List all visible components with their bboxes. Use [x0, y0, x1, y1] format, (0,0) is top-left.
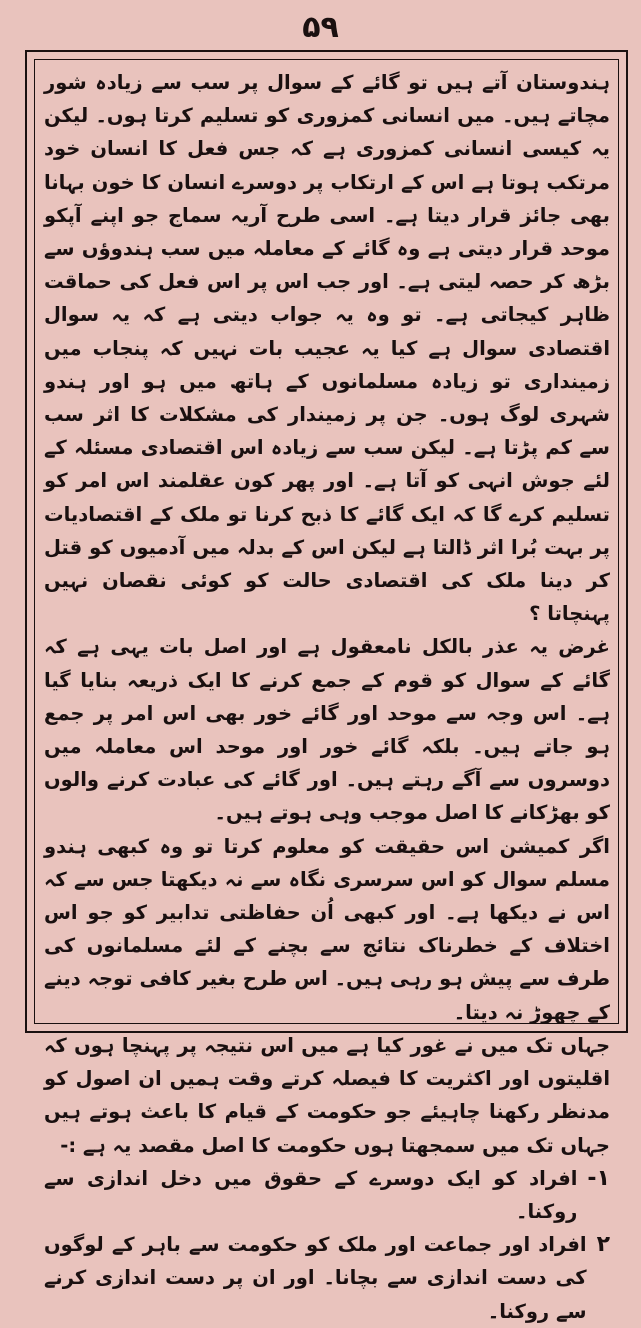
list-item	[44, 1228, 610, 1328]
list-number: ۱-	[587, 1165, 610, 1191]
list-text: افراد اور جماعت اور ملک کو حکومت سے باہر کے لوگوں کی دست اندازی سے بچانا۔ اور ان پر دست اندازی کرنے سے روکنا۔	[44, 1233, 587, 1323]
list-text: افراد کو ایک دوسرے کے حقوق میں دخل اندازی سے روکنا۔	[44, 1166, 578, 1223]
paragraph: غرض یہ عذر بالکل نامعقول ہے اور اصل بات یہی ہے کہ گائے کے سوال کو قوم کے جمع کرنے کا ایک ذریعہ بنایا گیا ہے۔ اس وجہ سے موحد اور گائے خور بھی اس امر پر جمع ہو جاتے ہیں۔ بلکہ گائے خور اور موحد اس معاملہ میں دوسروں سے آگے رہتے ہیں۔ اور گائے کی عبادت کرنے والوں کو بھڑکانے کا اصل موجب وہی ہوتے ہیں۔	[44, 635, 610, 825]
page-number: ۵۹	[302, 10, 339, 45]
paragraph: اگر کمیشن اس حقیقت کو معلوم کرتا تو وہ کبھی ہندو مسلم سوال کو اس سرسری نگاہ سے نہ دیکھتا جس سے کہ اس نے دیکھا ہے۔ اور کبھی اُن حفاظتی تدابیر کو جو اس اختلاف کے خطرناک نتائج سے بچنے کے لئے مسلمانوں کی طرف سے پیش ہو رہی ہیں۔ اس طرح بغیر کافی توجہ دینے کے چھوڑ نہ دیتا۔	[44, 834, 610, 1024]
list-item	[44, 1162, 610, 1228]
page-body	[44, 66, 610, 1323]
list-number: ۲	[596, 1232, 610, 1258]
paragraph: جہاں تک میں نے غور کیا ہے میں اس نتیجہ پر پہنچا ہوں کہ اقلیتوں اور اکثریت کا فیصلہ کرتے وقت ہمیں ان اصول کو مدنظر رکھنا چاہیئے جو حکومت کے قیام کا باعث ہوتے ہیں جہاں تک میں سمجھتا ہوں حکومت کا اصل مقصد یہ ہے :-	[44, 1033, 610, 1157]
paragraph: ہندوستان آتے ہیں تو گائے کے سوال پر سب سے زیادہ شور مچاتے ہیں۔ میں انسانی کمزوری کو تسلیم کرتا ہوں۔ لیکن یہ کیسی انسانی کمزوری ہے کہ جس فعل کا انسان خود مرتکب ہوتا ہے اس کے ارتکاب پر دوسرے انسان کا خون بہانا بھی جائز قرار دیتا ہے۔ اسی طرح آریہ سماج جو اپنے آپکو موحد قرار دیتی ہے وہ گائے کے معاملہ میں سب ہندوؤں سے بڑھ کر حصہ لیتی ہے۔ اور جب اس پر اس فعل کی حماقت ظاہر کیجاتی ہے۔ تو وہ یہ جواب دیتی ہے کہ یہ سوال اقتصادی سوال ہے کیا یہ عجیب بات نہیں کہ پنجاب میں زمینداری تو زیادہ مسلمانوں کے ہاتھ میں ہو اور ہندو شہری لوگ ہوں۔ جن پر زمیندار کی مشکلات کا اثر سب سے کم پڑتا ہے۔ لیکن سب سے زیادہ اس اقتصادی مسئلہ کے لئے جوش انہی کو آتا ہے۔ اور پھر کون عقلمند اس امر کو تسلیم کرے گا کہ ایک گائے کا ذبح کرنا تو ملک کے اقتصادیات پر بہت بُرا اثر ڈالتا ہے لیکن اس کے بدلہ میں آدمیوں کو قتل کر دینا ملک کی اقتصادی حالت کو کوئی نقصان نہیں پہنچاتا ؟	[44, 71, 610, 626]
